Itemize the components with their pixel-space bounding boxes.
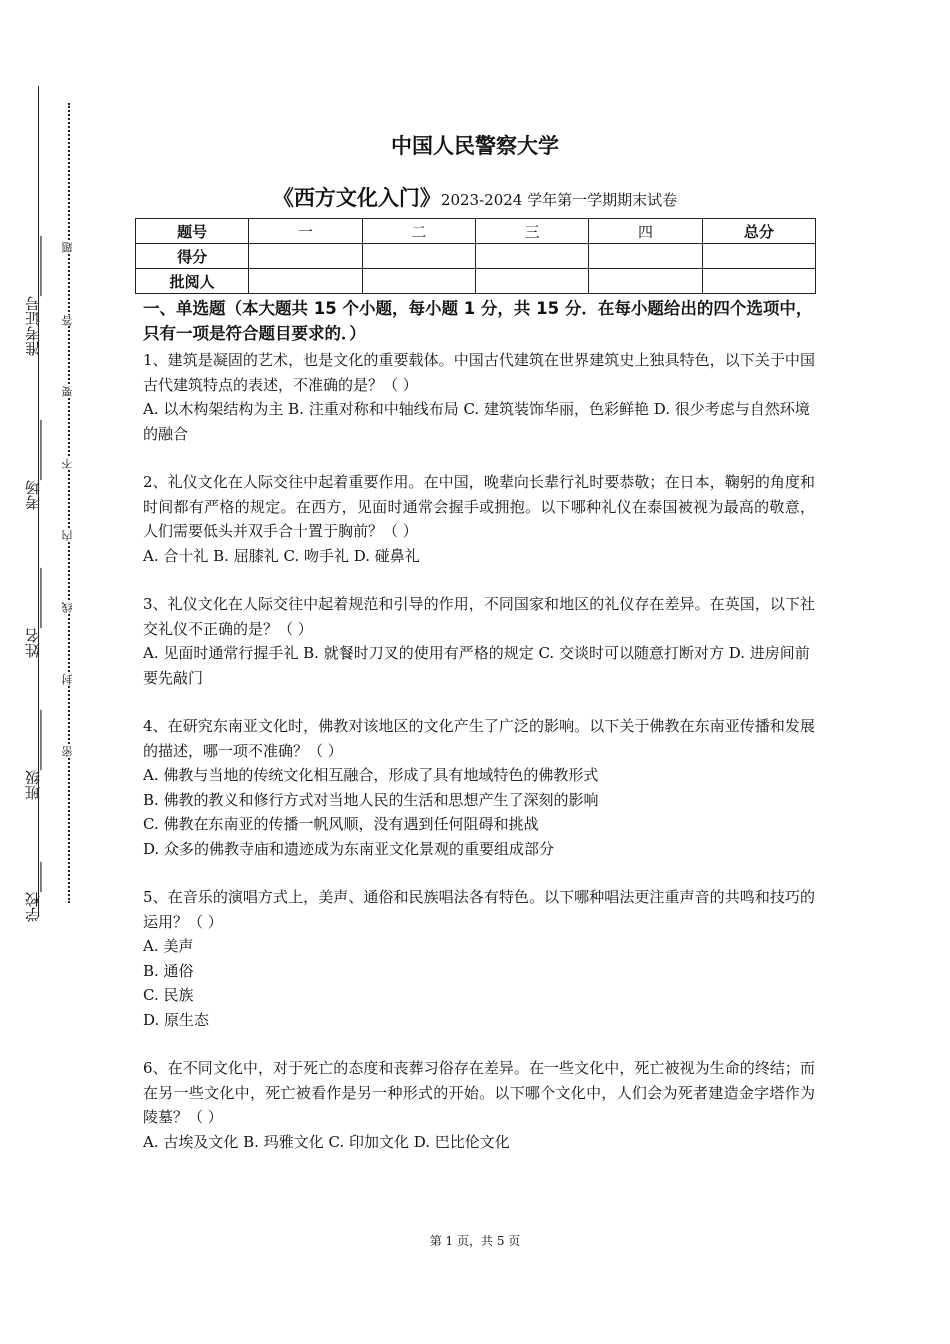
question-options: A. 古埃及文化 B. 玛雅文化 C. 印加文化 D. 巴比伦文化 — [143, 1132, 510, 1151]
university-title: 中国人民警察大学 — [391, 134, 559, 158]
seal-char: 内 — [61, 530, 74, 541]
grader-cell[interactable] — [475, 269, 588, 294]
question-stem: 1、建筑是凝固的艺术，也是文化的重要载体。中国古代建筑在世界建筑史上独具特色，以下关于中国古代建筑特点的表述，不准确的是？（ ） — [143, 351, 815, 394]
seal-char: 不 — [61, 458, 74, 469]
question-section — [143, 296, 815, 1178]
school-field: 学校____ — [24, 862, 42, 922]
score-cell[interactable] — [702, 244, 815, 269]
question-stem: 6、在不同文化中，对于死亡的态度和丧葬习俗存在差异。在一些文化中，死亡被视为生命的终结；而在另一些文化中，死亡被看作是另一种形式的开始。以下哪个文化中，人们会为死者建造金字塔作为陵墓？（ ） — [143, 1059, 815, 1126]
question-stem: 3、礼仪文化在人际交往中起着规范和引导的作用，不同国家和地区的礼仪存在差异。在英国，以下社交礼仪不正确的是？（ ） — [143, 595, 815, 638]
score-cell[interactable] — [589, 244, 702, 269]
col-header: 一 — [249, 219, 362, 244]
binding-dotted-line — [68, 103, 70, 903]
grader-cell[interactable] — [362, 269, 475, 294]
option-c: C. 佛教在东南亚的传播一帆风顺，没有遇到任何阻碍和挑战 — [143, 815, 539, 833]
question-1 — [143, 348, 815, 446]
col-header: 二 — [362, 219, 475, 244]
question-2 — [143, 470, 815, 568]
seal-char: 封 — [61, 674, 74, 685]
col-header: 四 — [589, 219, 702, 244]
candidate-id-field: 准考证号________ — [24, 236, 42, 356]
row-header: 得分 — [136, 244, 249, 269]
exam-term: 2023-2024 学年第一学期期末试卷 — [440, 191, 678, 209]
score-table-header-row — [136, 219, 816, 244]
option-b: B. 佛教的教义和修行方式对当地人民的生活和思想产生了深刻的影响 — [143, 790, 599, 809]
score-row — [136, 244, 816, 269]
col-header: 总分 — [702, 219, 815, 244]
score-cell[interactable] — [362, 244, 475, 269]
seal-char: 答 — [61, 315, 74, 326]
seal-char: 密 — [61, 746, 74, 757]
question-6 — [143, 1056, 815, 1154]
col-header: 题号 — [136, 219, 249, 244]
class-field: 班级________ — [24, 710, 42, 800]
seal-char: 题 — [61, 242, 74, 253]
col-header: 三 — [475, 219, 588, 244]
question-options: A. 以木构架结构为主 B. 注重对称和中轴线布局 C. 建筑装饰华丽，色彩鲜艳 D. 很少考虑与自然环境的融合 — [143, 400, 810, 443]
exam-title — [0, 182, 950, 212]
grader-row — [136, 269, 816, 294]
option-a: A. 美声 — [143, 937, 194, 955]
course-name: 《西方文化入门》 — [272, 186, 441, 210]
page-footer: 第 1 页，共 5 页 — [429, 1234, 521, 1248]
grader-cell[interactable] — [702, 269, 815, 294]
question-stem: 5、在音乐的演唱方式上，美声、通俗和民族唱法各有特色。以下哪种唱法更注重声音的共鸣和技巧的运用？（ ） — [143, 888, 815, 931]
question-options: A. 见面时通常行握手礼 B. 就餐时刀叉的使用有严格的规定 C. 交谈时可以随意打断对方 D. 进房间前要先敲门 — [143, 644, 810, 687]
seal-char: 线 — [61, 602, 74, 613]
question-3 — [143, 592, 815, 690]
exam-room-field: 考场________ — [24, 420, 42, 510]
name-field: 姓名________ — [24, 568, 42, 658]
question-4 — [143, 714, 815, 861]
score-cell[interactable] — [249, 244, 362, 269]
score-table — [135, 218, 816, 294]
option-a: A. 佛教与当地的传统文化相互融合，形成了具有地域特色的佛教形式 — [143, 766, 599, 784]
question-stem: 2、礼仪文化在人际交往中起着重要作用。在中国，晚辈向长辈行礼时要恭敬；在日本，鞠躬的角度和时间都有严格的规定。在西方，见面时通常会握手或拥抱。以下哪种礼仪在泰国被视为最高的敬意，人们需要低头并双手合十置于胸前？（ ） — [143, 473, 815, 540]
question-stem: 4、在研究东南亚文化时，佛教对该地区的文化产生了广泛的影响。以下关于佛教在东南亚传播和发展的描述，哪一项不准确？（ ） — [143, 717, 815, 760]
option-d: D. 原生态 — [143, 1010, 210, 1029]
row-header: 批阅人 — [136, 269, 249, 294]
section-heading: 一、单选题（本大题共 15 个小题，每小题 1 分，共 15 分．在每小题给出的四个选项中，只有一项是符合题目要求的．） — [143, 299, 813, 343]
option-c: C. 民族 — [143, 986, 194, 1004]
score-cell[interactable] — [475, 244, 588, 269]
question-5 — [143, 885, 815, 1032]
grader-cell[interactable] — [589, 269, 702, 294]
option-d: D. 众多的佛教寺庙和遗迹成为东南亚文化景观的重要组成部分 — [143, 839, 555, 858]
grader-cell[interactable] — [249, 269, 362, 294]
seal-char: 要 — [61, 386, 74, 397]
option-b: B. 通俗 — [143, 961, 194, 980]
question-options: A. 合十礼 B. 屈膝礼 C. 吻手礼 D. 碰鼻礼 — [143, 546, 420, 565]
